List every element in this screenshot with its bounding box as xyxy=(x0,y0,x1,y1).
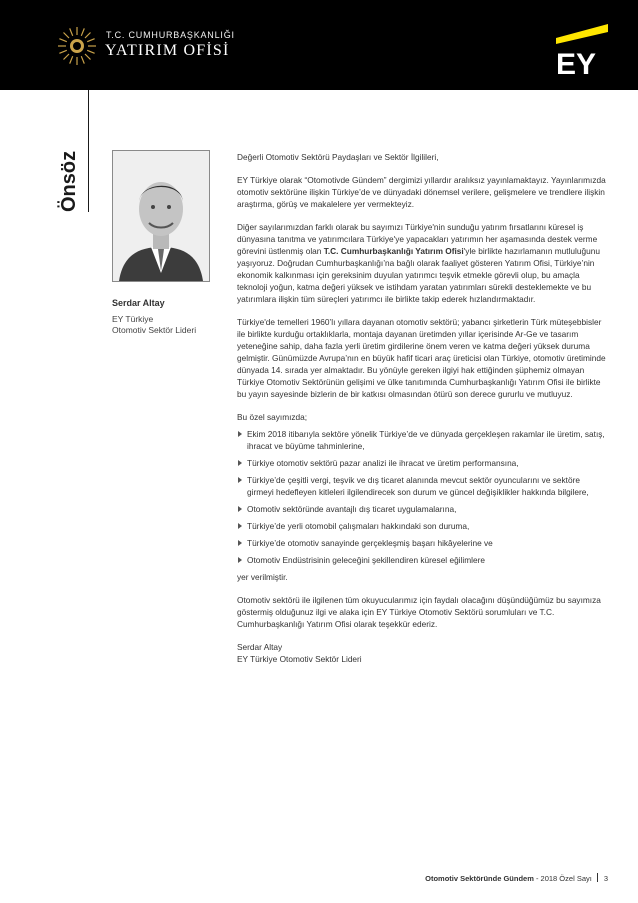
author-role xyxy=(112,314,196,336)
investment-office-name: T.C. Cumhurbaşkanlığı Yatırım Ofisi xyxy=(323,246,464,256)
signature-role: EY Türkiye Otomotiv Sektör Lideri xyxy=(237,654,362,664)
paragraph-3: Türkiye'de temelleri 1960’lı yıllara dayanan otomotiv sektörü; yabancı şirketlerin Türk müteşebbisler ile birlikte kurduğu ortaklıklarla, montaja dayanan üretimden yıllar içerisinde Ar-Ge ve tasarım yeteneğine sahip, daha fazla yerli üretim girdilerine önem veren ve katma değeri yüksek duruma gelmiştir. Günümüzde Avrupa’nın en büyük hafif ticari araç üreticisi olan Türkiye, otomotiv üretiminde dünyada 14. sırada yer almaktadır. Bu yönüyle gereken ilgiyi hak ettiğinden şüphemiz olmayan Türkiye Otomotiv Sektörünün gelişimi ve ülke tanıtımında Cumhurbaşkanlığı Yatırım Ofisi ile birlikte bu yayın sayesinde bizlerin de bir katkısı olmasından ötürü son derece gururlu ve mutluyuz. xyxy=(237,317,606,399)
paragraph-2-start: Diğer sayılarımızdan farklı olarak bu sayımızı Türkiye'nin sunduğu yatırım fırsatlarını küresel iş dünyasına tanıtma ve yatırımcılara Türkiye'ye yapacakları yatırımın her aşamasında destek verme görevini üstlenmiş olan xyxy=(237,222,598,256)
list-item: Türkiye’de yerli otomobil çalışmaları hakkındaki son duruma, xyxy=(237,520,607,532)
list-item: Ekim 2018 itibarıyla sektöre yönelik Türkiye’de ve dünyada gerçekleşen rakamlar ile üretim, satış, ihracat ve büyüme tahminlerine, xyxy=(237,428,607,452)
brand-office-text: YATIRIM OFİSİ xyxy=(105,42,230,59)
person-photo-icon xyxy=(113,151,209,281)
author-name: Serdar Altay xyxy=(112,298,165,308)
page-footer xyxy=(425,873,608,883)
brand-presidency-text: T.C. CUMHURBAŞKANLIĞI xyxy=(106,30,235,40)
list-item: Otomotiv Endüstrisinin geleceğini şekillendiren küresel eğilimlere xyxy=(237,554,607,566)
list-item: Türkiye otomotiv sektörü pazar analizi ile ihracat ve üretim performansına, xyxy=(237,457,607,469)
author-portrait xyxy=(112,150,210,282)
signature-name: Serdar Altay xyxy=(237,642,283,652)
paragraph-2-end: 'yle birlikte hazırlamanın mutluluğunu yaşıyoruz. Doğrudan Cumhurbaşkanlığı’na bağlı olarak faaliyet gösteren Yatırım Ofisi, Türkiye’nin ekonomik kalkınması için gereksinim duyulan yatırımcı teşvik etmekle görevli olup, bu amaçla teknoloji yoğun, katma değeri yüksek ve istihdam yaratan yatırımları sürekli desteklemekte ve bu yatırımlara ilişkin tüm süreçleri yatırımcı ile birlikte takip ederek hızlandırmaktadır. xyxy=(237,246,600,304)
list-item: Türkiye’de çeşitli vergi, teşvik ve dış ticaret alanında mevcut sektör oyuncularını ve sektöre girmeyi hedefleyen kitleleri ilgilendirecek son durum ve güncel değişiklikler hakkında bilgilere, xyxy=(237,474,607,498)
section-title: Önsöz xyxy=(58,150,80,212)
paragraph-1: EY Türkiye olarak “Otomotivde Gündem” dergimizi yıllardır aralıksız yayınlamaktayız. Yayınlarımızda otomotiv sektörüne ilişkin Türkiye’de ve dünyadaki dönemsel verilere, gelişmelere ve trendlere ilişkin araştırma, görüş ve makalelere yer vermekteyiz. xyxy=(237,175,606,209)
list-item: Otomotiv sektöründe avantajlı dış ticaret uygulamalarına, xyxy=(237,503,607,515)
footer-divider xyxy=(597,873,598,882)
footer-publication-title: Otomotiv Sektöründe Gündem xyxy=(425,874,534,883)
paragraph-2 xyxy=(237,221,607,305)
list-item: Türkiye’de otomotiv sanayinde gerçekleşmiş başarı hikâyelerine ve xyxy=(237,537,607,549)
title-divider xyxy=(88,90,89,212)
author-role-line1: EY Türkiye xyxy=(112,314,154,324)
letter-body xyxy=(237,151,607,665)
paragraph-6: Otomotiv sektörü ile ilgilenen tüm okuyucularımız için faydalı olacağını düşündüğümüz bu sayımıza göstermiş olduğunuz ilgi ve alaka için EY Türkiye Otomotiv Sektörü sorumluları ve T.C. Cumhurbaşkanlığı Yatırım Ofisi olarak teşekkür ederiz. xyxy=(237,595,601,629)
svg-text:EY: EY xyxy=(556,48,597,76)
author-role-line2: Otomotiv Sektör Lideri xyxy=(112,325,197,335)
letter-greeting: Değerli Otomotiv Sektörü Paydaşları ve Sektör İlgilileri, xyxy=(237,152,439,162)
page-number: 3 xyxy=(603,874,608,883)
page-header xyxy=(0,0,638,90)
ey-logo-icon xyxy=(556,22,608,76)
paragraph-5: yer verilmiştir. xyxy=(237,572,288,582)
sun-emblem-icon xyxy=(56,25,98,67)
paragraph-4: Bu özel sayımızda; xyxy=(237,412,308,422)
footer-issue: - 2018 Özel Sayı xyxy=(533,874,592,883)
topic-list xyxy=(237,428,607,566)
